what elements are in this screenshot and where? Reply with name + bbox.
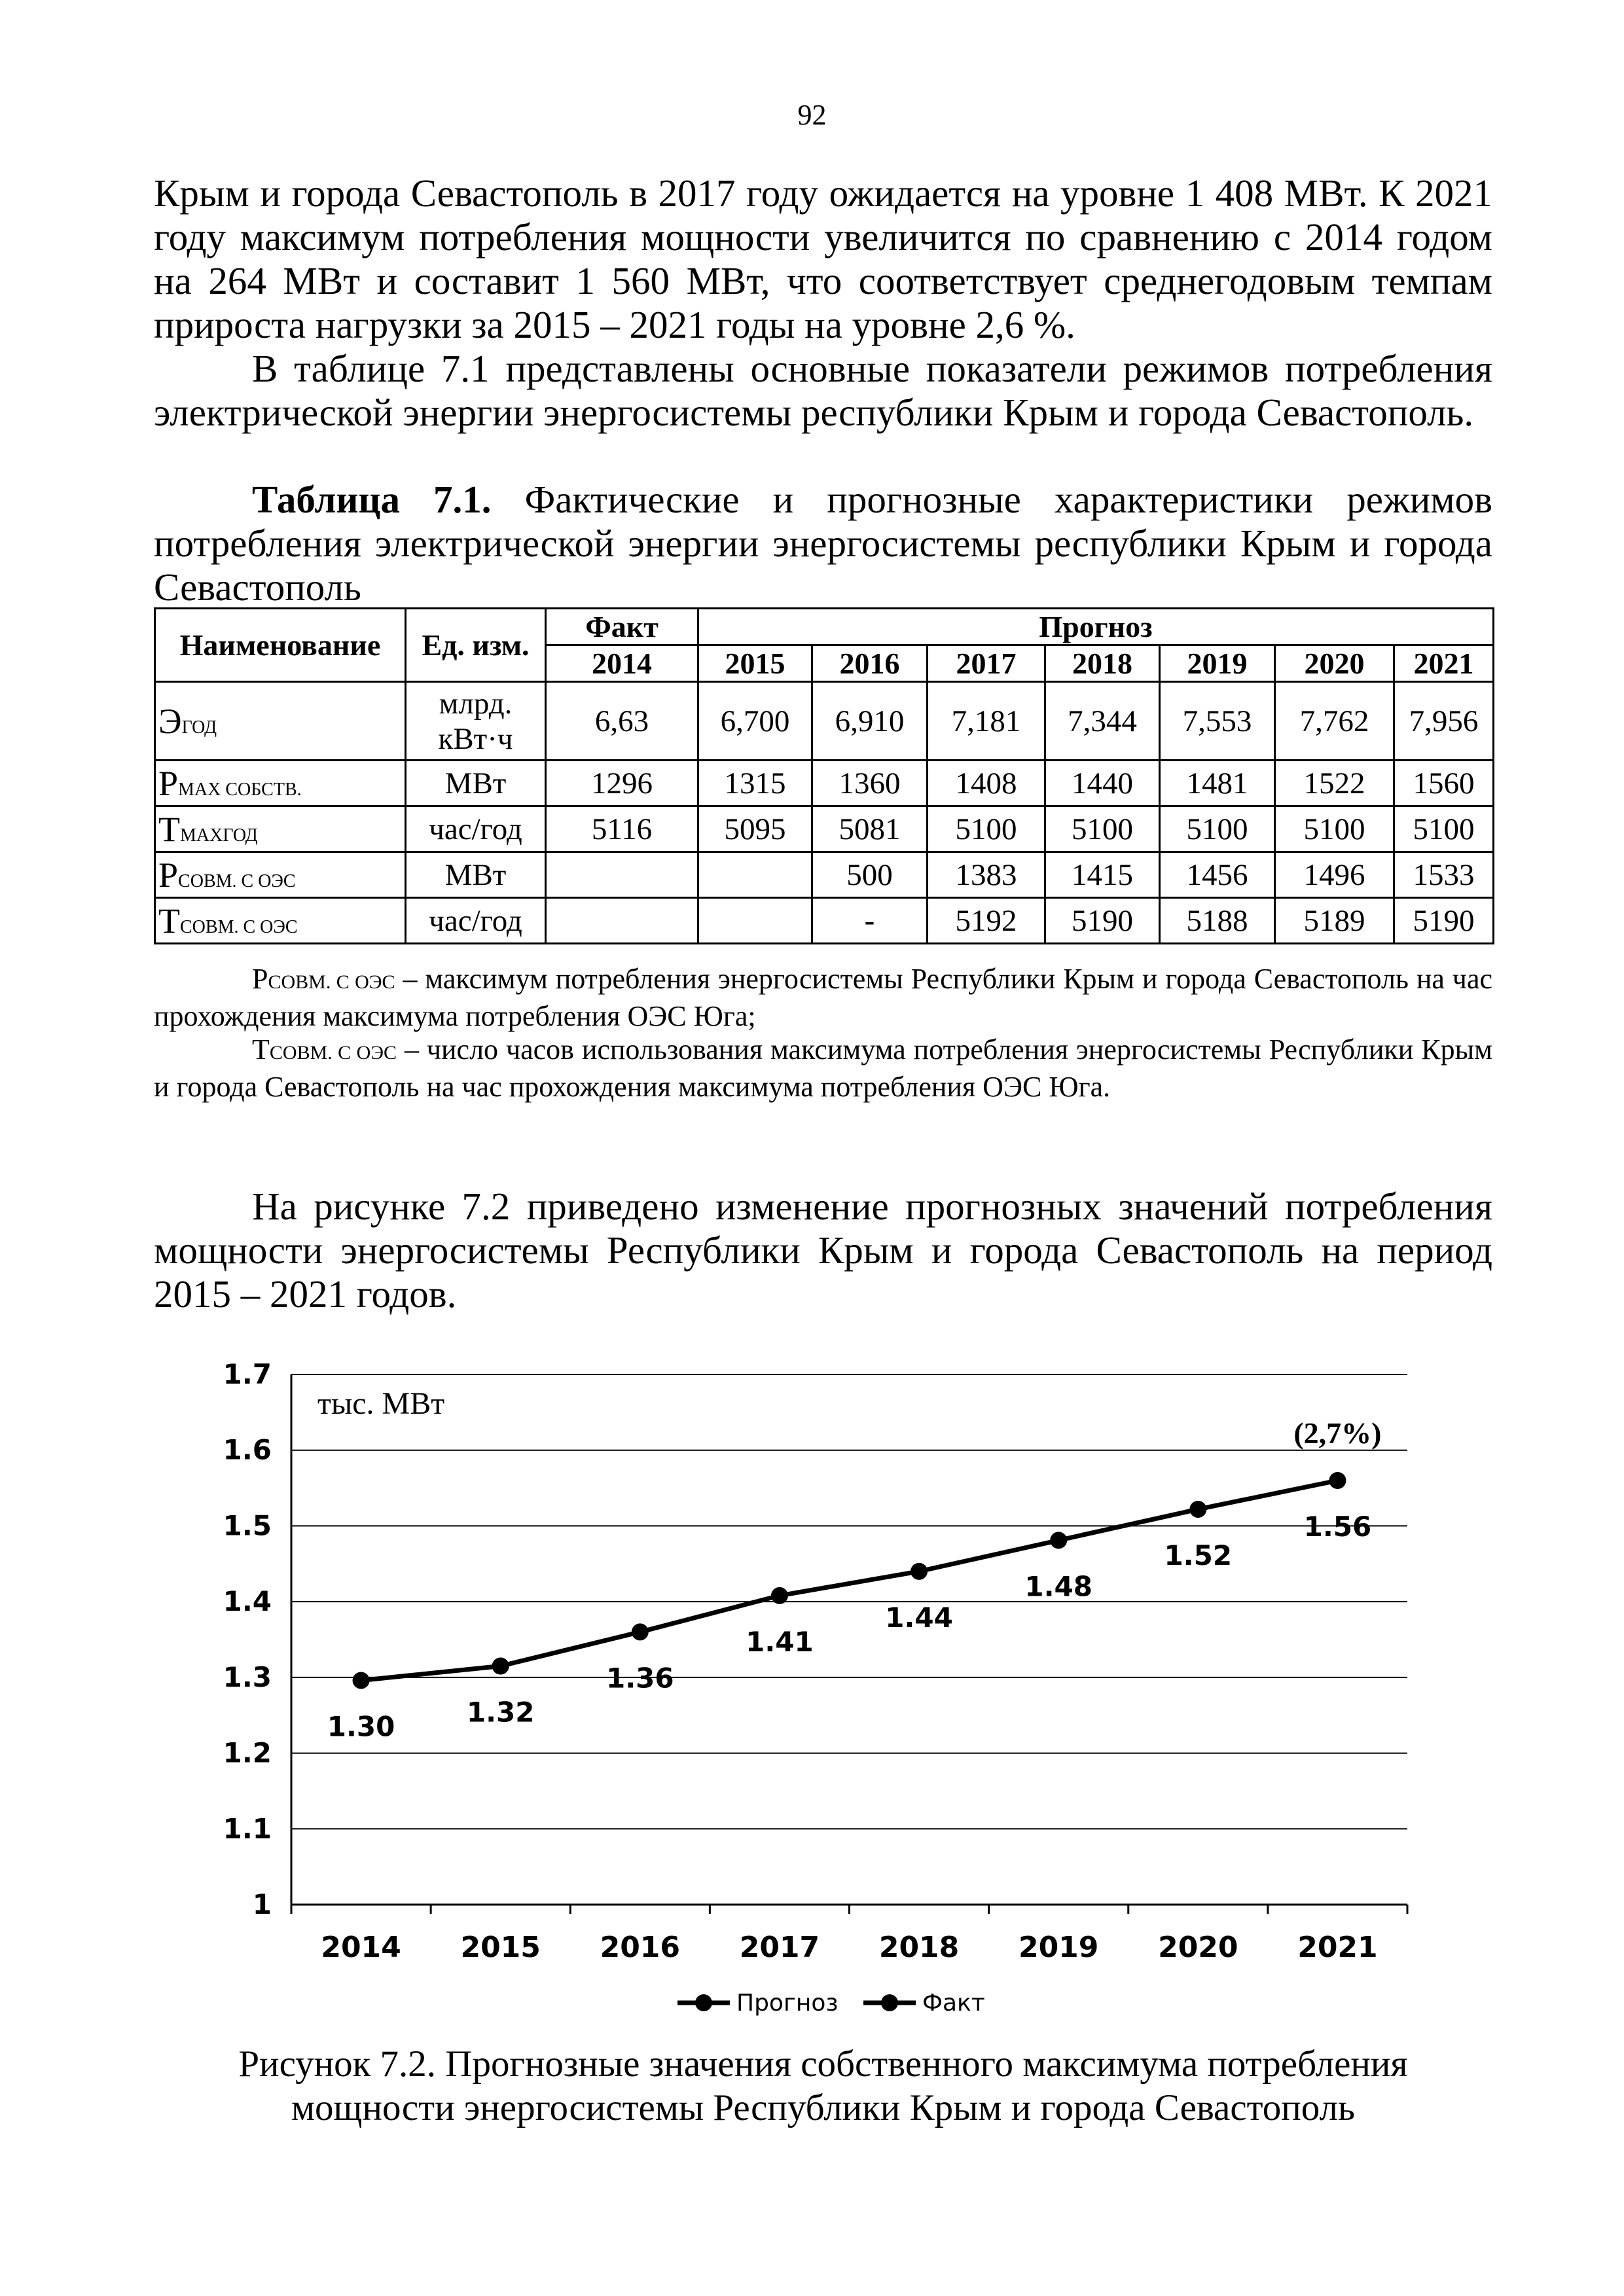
cell: 5100	[928, 806, 1045, 852]
data-point	[1050, 1532, 1067, 1549]
cell: 7,956	[1394, 682, 1494, 761]
cell: 1522	[1275, 761, 1394, 806]
legend-marker	[695, 1994, 712, 2011]
x-tick-label: 2021	[1297, 1931, 1378, 1964]
cell: 7,344	[1045, 682, 1160, 761]
y-tick-label: 1.5	[223, 1509, 272, 1542]
table-row	[155, 761, 1494, 806]
data-point	[1329, 1472, 1346, 1489]
cell: 1456	[1160, 852, 1275, 898]
cell: 1315	[698, 761, 812, 806]
data-table	[154, 607, 1494, 944]
header-year: 2020	[1275, 645, 1394, 682]
paragraph-2: В таблице 7.1 представлены основные показатели режимов потребления электрической энергии энергосистемы республики Крым и города Севастополь.	[154, 347, 1492, 434]
table-row	[155, 682, 1494, 761]
legend-marker	[881, 1994, 898, 2011]
data-point	[353, 1672, 370, 1689]
row-name: PMAX СОБСТВ.	[155, 761, 406, 806]
cell: 5100	[1045, 806, 1160, 852]
cell: 5095	[698, 806, 812, 852]
data-label: 1.56	[1303, 1511, 1372, 1543]
table-row	[155, 806, 1494, 852]
table-row	[155, 852, 1494, 898]
y-tick-label: 1	[252, 1888, 272, 1920]
data-label: 1.52	[1164, 1539, 1233, 1571]
cell: -	[812, 898, 928, 944]
data-point	[771, 1587, 788, 1604]
table-caption	[154, 478, 1492, 609]
header-unit: Ед. изм.	[406, 609, 546, 682]
header-year: 2014	[546, 645, 698, 682]
cell: 7,181	[928, 682, 1045, 761]
x-tick-label: 2016	[600, 1931, 681, 1964]
row-name: ТСОВМ. С ОЭС	[155, 898, 406, 944]
cell: 1415	[1045, 852, 1160, 898]
header-year: 2016	[812, 645, 928, 682]
y-tick-label: 1.1	[223, 1812, 272, 1845]
cell: 6,700	[698, 682, 812, 761]
header-fact: Факт	[546, 609, 698, 645]
data-label: 1.30	[327, 1710, 395, 1743]
series-line-fact	[361, 1666, 501, 1681]
paragraph-3: На рисунке 7.2 приведено изменение прогнозных значений потребления мощности энергосистемы Республики Крым и города Севастополь на период 2015 – 2021 годов.	[154, 1185, 1492, 1316]
cell: 1496	[1275, 852, 1394, 898]
cell: 5189	[1275, 898, 1394, 944]
header-year: 2021	[1394, 645, 1494, 682]
cell: 1533	[1394, 852, 1494, 898]
y-tick-label: 1.4	[223, 1585, 272, 1618]
paragraph-1: Крым и города Севастополь в 2017 году ожидается на уровне 1 408 МВт. К 2021 году максимум потребления мощности увеличится по сравнению с 2014 годом на 264 МВт и составит 1 560 МВт, что соответствует среднегодовым темпам прироста нагрузки за 2015 – 2021 годы на уровне 2,6 %.	[154, 171, 1492, 346]
cell: 7,553	[1160, 682, 1275, 761]
cell: 1296	[546, 761, 698, 806]
x-tick-label: 2018	[878, 1931, 960, 1964]
row-unit: млрд. кВт·ч	[406, 682, 546, 761]
unit-label: тыс. МВт	[317, 1386, 445, 1421]
data-label: 1.48	[1024, 1570, 1093, 1603]
cell: 1360	[812, 761, 928, 806]
data-label: 1.32	[466, 1696, 535, 1729]
cell: 1440	[1045, 761, 1160, 806]
cell: 500	[812, 852, 928, 898]
x-tick-label: 2015	[460, 1931, 541, 1964]
cell	[546, 898, 698, 944]
cell: 1383	[928, 852, 1045, 898]
cell: 6,910	[812, 682, 928, 761]
cell: 5190	[1394, 898, 1494, 944]
row-unit: час/год	[406, 898, 546, 944]
cell: 5188	[1160, 898, 1275, 944]
y-tick-label: 1.2	[223, 1736, 272, 1769]
data-point	[911, 1563, 928, 1580]
row-unit: МВт	[406, 761, 546, 806]
header-forecast: Прогноз	[698, 609, 1494, 645]
header-year: 2017	[928, 645, 1045, 682]
row-name: ЭГОД	[155, 682, 406, 761]
data-label: 1.44	[885, 1601, 953, 1634]
y-tick-label: 1.7	[223, 1358, 272, 1390]
table-row	[155, 898, 1494, 944]
cell: 1408	[928, 761, 1045, 806]
x-tick-label: 2014	[321, 1931, 401, 1964]
header-name: Наименование	[155, 609, 406, 682]
row-name: ТMAXГОД	[155, 806, 406, 852]
figure-caption: Рисунок 7.2. Прогнозные значения собственного максимума потребления мощности энергосистемы Республики Крым и города Севастополь	[238, 2043, 1408, 2128]
row-unit: МВт	[406, 852, 546, 898]
footnote-1: PСОВМ. С ОЭС – максимум потребления энергосистемы Республики Крым и города Севастополь на час прохождения максимума потребления ОЭС Юга;	[154, 963, 1492, 1032]
header-year: 2018	[1045, 645, 1160, 682]
cell: 5100	[1394, 806, 1494, 852]
data-point	[632, 1623, 649, 1640]
legend-label: Прогноз	[736, 1990, 839, 2017]
chart	[154, 1322, 1492, 2036]
legend-label: Факт	[922, 1990, 985, 2017]
table-caption-text: Фактические и прогнозные характеристики режимов потребления электрической энергии энергосистемы республики Крым и города Севастополь	[154, 478, 1492, 609]
header-year: 2015	[698, 645, 812, 682]
row-name: PСОВМ. С ОЭС	[155, 852, 406, 898]
growth-annotation: (2,7%)	[1293, 1416, 1382, 1450]
y-tick-label: 1.3	[223, 1660, 272, 1693]
cell	[698, 852, 812, 898]
cell: 1560	[1394, 761, 1494, 806]
x-tick-label: 2017	[739, 1931, 820, 1964]
cell	[698, 898, 812, 944]
header-year: 2019	[1160, 645, 1275, 682]
cell	[546, 852, 698, 898]
y-tick-label: 1.6	[223, 1433, 272, 1466]
table-caption-label: Таблица 7.1.	[252, 478, 492, 521]
cell: 5192	[928, 898, 1045, 944]
cell: 5100	[1160, 806, 1275, 852]
cell: 5081	[812, 806, 928, 852]
page-number: 92	[797, 99, 827, 131]
data-label: 1.36	[605, 1662, 674, 1695]
cell: 5116	[546, 806, 698, 852]
cell: 5190	[1045, 898, 1160, 944]
row-unit: час/год	[406, 806, 546, 852]
x-tick-label: 2020	[1158, 1931, 1238, 1964]
x-tick-label: 2019	[1018, 1931, 1099, 1964]
data-point	[1189, 1501, 1206, 1518]
cell: 5100	[1275, 806, 1394, 852]
chart-svg	[154, 1322, 1492, 2036]
footnote-2: ТСОВМ. С ОЭС – число часов использования максимума потребления энергосистемы Республики Крым и города Севастополь на час прохождения максимума потребления ОЭС Юга.	[154, 1033, 1492, 1103]
cell: 6,63	[546, 682, 698, 761]
data-point	[492, 1658, 509, 1675]
cell: 1481	[1160, 761, 1275, 806]
data-label: 1.41	[746, 1625, 814, 1658]
cell: 7,762	[1275, 682, 1394, 761]
